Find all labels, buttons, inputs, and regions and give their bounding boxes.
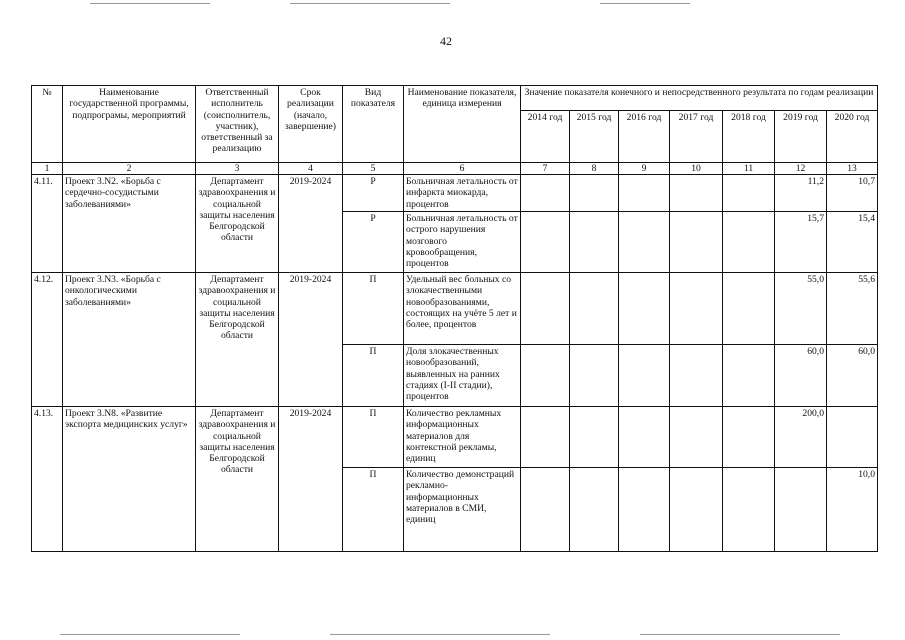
value-cell <box>619 407 670 468</box>
value-cell <box>670 345 723 407</box>
row-indicator-type: П <box>343 273 404 345</box>
scan-edge-line <box>90 3 210 4</box>
header-program-name: Наименование государственной программы, подпрограмы, мероприятий <box>63 86 196 163</box>
column-number: 2 <box>63 163 196 175</box>
header-year: 2015 год <box>570 111 619 163</box>
row-program-name: Проект 3.N2. «Борьба с сердечно-сосудистыми заболеваниями» <box>63 175 196 273</box>
table-row <box>32 175 878 212</box>
row-indicator-type: П <box>343 468 404 552</box>
row-term: 2019-2024 <box>279 273 343 407</box>
value-cell <box>670 175 723 212</box>
value-2019: 11,2 <box>775 175 827 212</box>
value-cell <box>723 175 775 212</box>
column-number: 11 <box>723 163 775 175</box>
row-indicator-type: Р <box>343 175 404 212</box>
indicators-table <box>31 85 878 552</box>
table-row <box>32 273 878 345</box>
value-cell <box>521 212 570 273</box>
table-row <box>32 407 878 468</box>
value-cell <box>619 212 670 273</box>
value-cell <box>619 175 670 212</box>
row-term: 2019-2024 <box>279 175 343 273</box>
value-cell <box>570 407 619 468</box>
header-year: 2019 год <box>775 111 827 163</box>
value-2019: 60,0 <box>775 345 827 407</box>
header-term: Срок реализации (начало, завершение) <box>279 86 343 163</box>
value-cell <box>619 468 670 552</box>
header-values-title: Значение показателя конечного и непосредственного результата по годам реализации <box>521 86 878 111</box>
row-indicator-name: Удельный вес больных со злокачественными новообразованиями, состоящих на учёте 5 лет и более, процентов <box>404 273 521 345</box>
value-2020: 60,0 <box>827 345 878 407</box>
value-cell <box>521 273 570 345</box>
column-number: 13 <box>827 163 878 175</box>
column-number: 12 <box>775 163 827 175</box>
value-cell <box>521 468 570 552</box>
value-cell <box>521 407 570 468</box>
value-2019: 15,7 <box>775 212 827 273</box>
value-cell <box>570 345 619 407</box>
row-indicator-name: Количество демонстраций рекламно-информационных материалов в СМИ, единиц <box>404 468 521 552</box>
value-cell <box>570 175 619 212</box>
value-cell <box>723 468 775 552</box>
column-number: 6 <box>404 163 521 175</box>
scan-edge-line <box>290 3 450 4</box>
row-num: 4.13. <box>32 407 63 552</box>
row-term: 2019-2024 <box>279 407 343 552</box>
column-number: 9 <box>619 163 670 175</box>
value-cell <box>521 345 570 407</box>
header-responsible: Ответственный исполнитель (соисполнитель, участник), ответственный за реализацию <box>196 86 279 163</box>
row-num: 4.12. <box>32 273 63 407</box>
header-year: 2018 год <box>723 111 775 163</box>
column-numbers-row <box>32 163 878 175</box>
header-row <box>32 86 878 111</box>
column-number: 3 <box>196 163 279 175</box>
row-responsible: Департамент здравоохранения и социальной защиты населения Белгородской области <box>196 175 279 273</box>
value-cell <box>723 212 775 273</box>
value-cell <box>619 273 670 345</box>
value-2020 <box>827 407 878 468</box>
row-num: 4.11. <box>32 175 63 273</box>
header-year: 2016 год <box>619 111 670 163</box>
value-2019: 200,0 <box>775 407 827 468</box>
row-indicator-name: Доля злокачественных новообразований, выявленных на ранних стадиях (I-II стадии), процентов <box>404 345 521 407</box>
row-program-name: Проект 3.N8. «Развитие экспорта медицинских услуг» <box>63 407 196 552</box>
value-cell <box>619 345 670 407</box>
column-number: 8 <box>570 163 619 175</box>
header-year: 2017 год <box>670 111 723 163</box>
column-number: 7 <box>521 163 570 175</box>
value-2019: 55,0 <box>775 273 827 345</box>
value-2019 <box>775 468 827 552</box>
value-cell <box>521 175 570 212</box>
scan-edge-line <box>330 634 550 635</box>
row-responsible: Департамент здравоохранения и социальной защиты населения Белгородской области <box>196 407 279 552</box>
header-indicator-name: Наименование показателя, единица измерения <box>404 86 521 163</box>
scan-edge-line <box>640 634 840 635</box>
value-cell <box>723 273 775 345</box>
value-cell <box>670 212 723 273</box>
column-number: 1 <box>32 163 63 175</box>
row-program-name: Проект 3.N3. «Борьба с онкологическими заболеваниями» <box>63 273 196 407</box>
value-2020: 55,6 <box>827 273 878 345</box>
row-indicator-name: Количество рекламных информационных материалов для контекстной рекламы, единиц <box>404 407 521 468</box>
header-indicator-type: Вид показателя <box>343 86 404 163</box>
value-cell <box>570 273 619 345</box>
value-2020: 10,7 <box>827 175 878 212</box>
row-indicator-type: Р <box>343 212 404 273</box>
column-number: 4 <box>279 163 343 175</box>
header-year: 2020 год <box>827 111 878 163</box>
header-num: № <box>32 86 63 163</box>
value-2020: 15,4 <box>827 212 878 273</box>
value-cell <box>570 468 619 552</box>
row-responsible: Департамент здравоохранения и социальной защиты населения Белгородской области <box>196 273 279 407</box>
value-cell <box>670 468 723 552</box>
row-indicator-name: Больничная летальность от острого нарушения мозгового кровообращения, процентов <box>404 212 521 273</box>
row-indicator-type: П <box>343 407 404 468</box>
row-indicator-type: П <box>343 345 404 407</box>
value-cell <box>670 407 723 468</box>
value-cell <box>570 212 619 273</box>
value-cell <box>670 273 723 345</box>
page-number: 42 <box>440 34 452 48</box>
value-2020: 10,0 <box>827 468 878 552</box>
scan-edge-line <box>600 3 690 4</box>
value-cell <box>723 407 775 468</box>
scan-edge-line <box>60 634 240 635</box>
header-year: 2014 год <box>521 111 570 163</box>
column-number: 10 <box>670 163 723 175</box>
row-indicator-name: Больничная летальность от инфаркта миокарда, процентов <box>404 175 521 212</box>
value-cell <box>723 345 775 407</box>
column-number: 5 <box>343 163 404 175</box>
